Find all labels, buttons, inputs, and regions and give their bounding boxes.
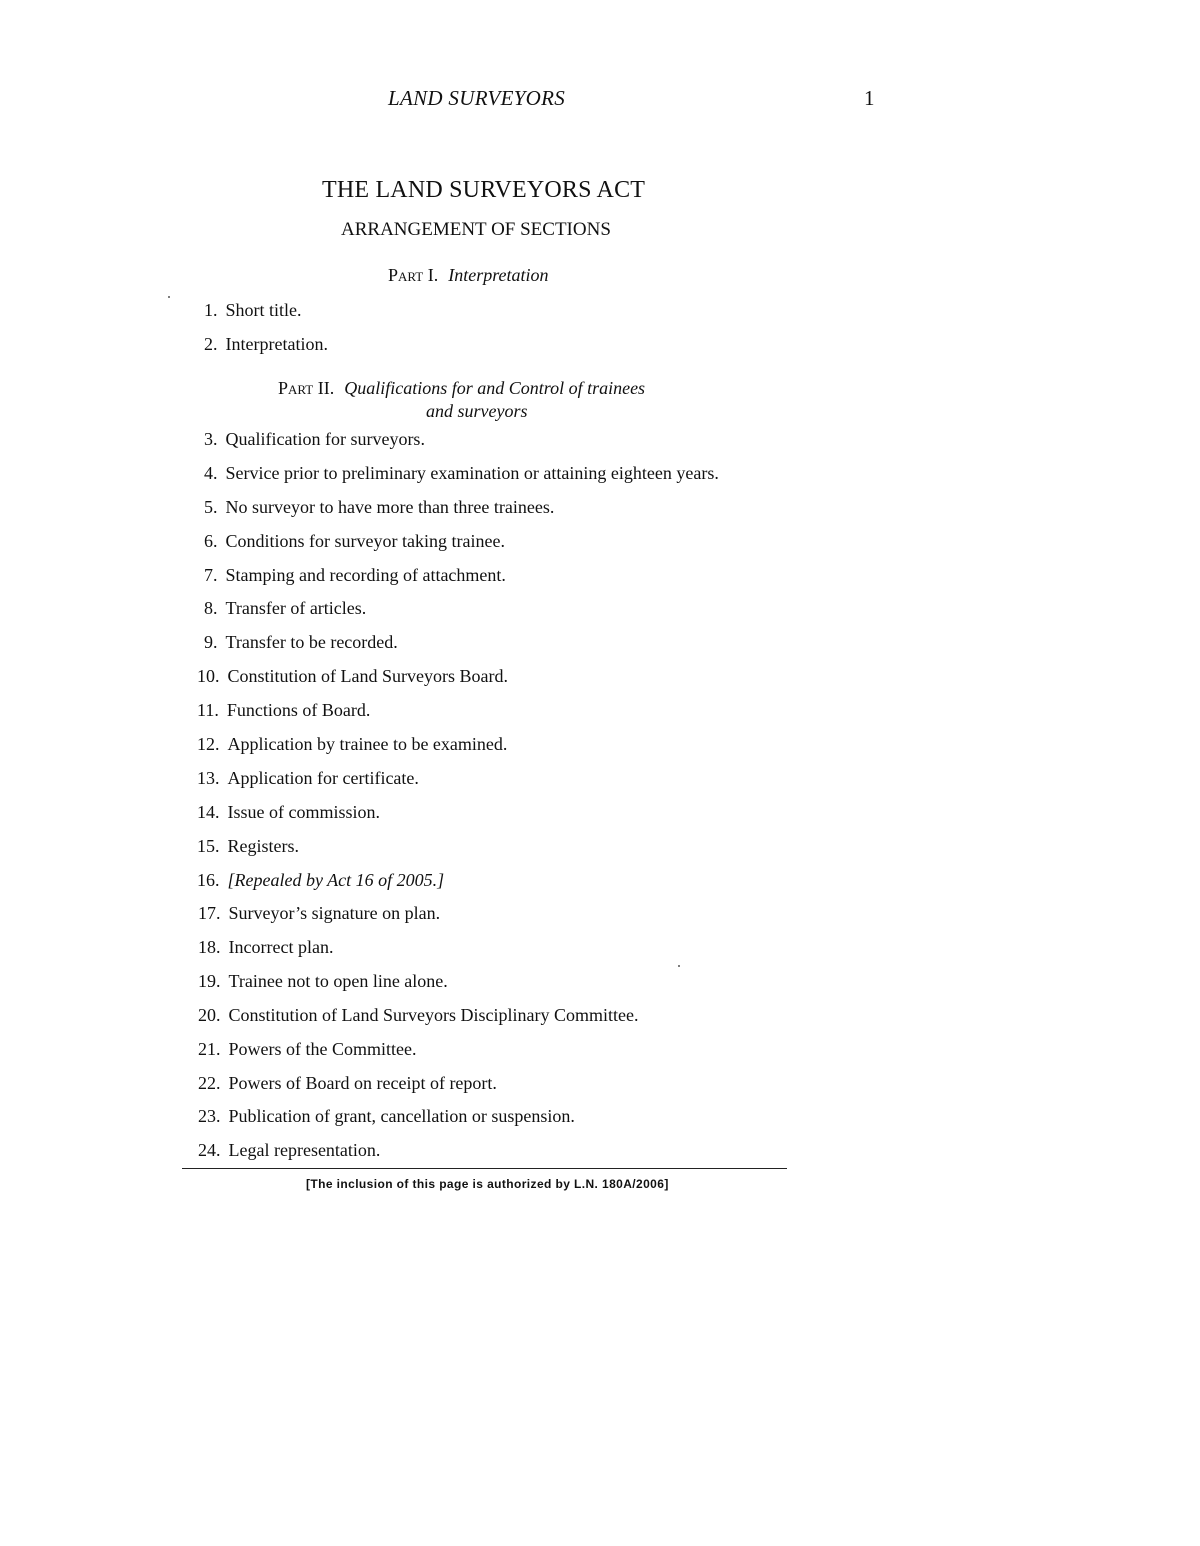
section-title: Application for certificate.	[227, 768, 419, 788]
section-item	[204, 334, 328, 355]
section-item	[204, 429, 425, 450]
section-title: Transfer of articles.	[225, 598, 367, 618]
section-number: 6.	[204, 531, 218, 551]
section-item	[198, 1073, 497, 1094]
section-number: 20.	[198, 1005, 221, 1025]
page-number: 1	[864, 86, 875, 110]
section-title: Qualification for surveyors.	[225, 429, 425, 449]
section-item	[204, 300, 302, 321]
section-number: 8.	[204, 598, 218, 618]
section-number: 9.	[204, 632, 218, 652]
section-item	[197, 768, 419, 789]
section-title: Interpretation.	[225, 334, 328, 354]
section-number: 12.	[197, 734, 220, 754]
section-title: Powers of the Committee.	[228, 1039, 417, 1059]
section-title: Issue of commission.	[227, 802, 380, 822]
arrangement-heading: ARRANGEMENT OF SECTIONS	[341, 219, 611, 240]
section-number: 4.	[204, 463, 218, 483]
section-title: Registers.	[227, 836, 299, 856]
section-title: No surveyor to have more than three trainees.	[225, 497, 555, 517]
part-label: Part I.	[388, 265, 439, 285]
section-item	[204, 463, 719, 484]
part-title: Interpretation	[448, 265, 549, 285]
section-title: Transfer to be recorded.	[225, 632, 398, 652]
section-item	[198, 903, 440, 924]
section-title: Surveyor’s signature on plan.	[228, 903, 441, 923]
section-item	[198, 1039, 416, 1060]
part-heading-1	[388, 265, 549, 286]
section-item	[197, 802, 380, 823]
section-number: 18.	[198, 937, 221, 957]
section-item	[204, 531, 505, 552]
section-item	[197, 836, 299, 857]
section-number: 22.	[198, 1073, 221, 1093]
section-number: 15.	[197, 836, 220, 856]
section-title: Constitution of Land Surveyors Disciplinary Committee.	[228, 1005, 639, 1025]
section-title: Conditions for surveyor taking trainee.	[225, 531, 505, 551]
section-number: 23.	[198, 1106, 221, 1126]
section-title: Constitution of Land Surveyors Board.	[227, 666, 508, 686]
footer-note: [The inclusion of this page is authorized by L.N. 180A/2006]	[306, 1177, 669, 1191]
section-item	[198, 971, 448, 992]
section-item	[198, 937, 333, 958]
section-item	[197, 700, 370, 721]
section-title: Publication of grant, cancellation or suspension.	[228, 1106, 575, 1126]
section-number: 17.	[198, 903, 221, 923]
section-title: Service prior to preliminary examination or attaining eighteen years.	[225, 463, 719, 483]
section-title: Functions of Board.	[226, 700, 371, 720]
section-number: 14.	[197, 802, 220, 822]
section-number: 5.	[204, 497, 218, 517]
section-title: Powers of Board on receipt of report.	[228, 1073, 497, 1093]
section-item	[204, 632, 398, 653]
section-number: 11.	[197, 700, 219, 720]
section-number: 21.	[198, 1039, 221, 1059]
section-item	[204, 565, 506, 586]
section-number: 19.	[198, 971, 221, 991]
section-item	[198, 1106, 575, 1127]
section-title: Application by trainee to be examined.	[227, 734, 508, 754]
section-item	[197, 734, 507, 755]
section-item	[197, 870, 444, 891]
section-item	[198, 1140, 380, 1161]
section-number: 3.	[204, 429, 218, 449]
section-title: Trainee not to open line alone.	[228, 971, 448, 991]
stray-mark	[168, 296, 170, 298]
section-number: 7.	[204, 565, 218, 585]
section-item	[204, 497, 554, 518]
section-number: 16.	[197, 870, 220, 890]
act-title: THE LAND SURVEYORS ACT	[322, 177, 646, 203]
section-item	[197, 666, 508, 687]
section-item	[198, 1005, 638, 1026]
part-title: Qualifications for and Control of trainees	[344, 378, 646, 398]
part-label: Part II.	[278, 378, 335, 398]
section-number: 24.	[198, 1140, 221, 1160]
section-title: Short title.	[225, 300, 302, 320]
section-item	[204, 598, 366, 619]
section-number: 10.	[197, 666, 220, 686]
section-number: 1.	[204, 300, 218, 320]
footer-rule	[182, 1168, 787, 1169]
section-number: 13.	[197, 768, 220, 788]
stray-mark	[678, 965, 680, 967]
section-title: Incorrect plan.	[228, 937, 334, 957]
section-title: Stamping and recording of attachment.	[225, 565, 506, 585]
section-number: 2.	[204, 334, 218, 354]
running-head: LAND SURVEYORS	[388, 86, 566, 110]
part-title-continued: and surveyors	[426, 401, 528, 421]
part-heading-2	[278, 378, 645, 399]
section-title: [Repealed by Act 16 of 2005.]	[227, 870, 445, 890]
section-title: Legal representation.	[228, 1140, 381, 1160]
